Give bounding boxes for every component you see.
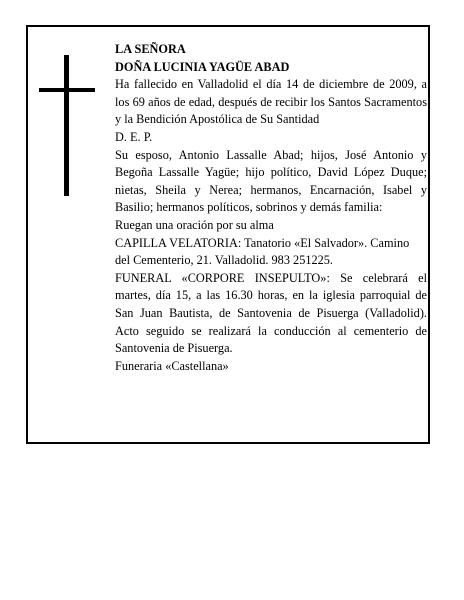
obituary-text-block [115,41,427,375]
notice-title: LA SEÑORA [115,42,186,56]
deceased-name: DOÑA LUCINIA YAGÜE ABAD [115,59,290,74]
funeral-info: FUNERAL «CORPORE INSEPULTO»: Se celebrará el martes, día 15, a las 16.30 horas, en la iglesia parroquial de San Juan Bautista, de Santovenia de Pisuerga (Valladolid). Acto seguido se realizará la conducción al cementerio de Santovenia de Pisuerga. [115,270,427,356]
chapel-info: CAPILLA VELATORIA: Tanatorio «El Salvador». Camino del Cementerio, 21. Valladolid. 983 251225. [115,235,410,268]
funeral-home: Funeraria «Castellana» [115,358,229,373]
prayer-request: Ruegan una oración por su alma [115,217,274,232]
family-list: Su esposo, Antonio Lassalle Abad; hijos, José Antonio y Begoña Lassalle Yagüe; hijo político, David López Duque; nietas, Sheila y Nerea; hermanos, Encarnación, Isabel y Basilio; hermanos políticos, sobrinos y demás familia: [115,147,427,215]
death-announcement: Ha fallecido en Valladolid el día 14 de diciembre de 2009, a los 69 años de edad, después de recibir los Santos Sacramentos y la Bendición Apostólica de Su Santidad [115,77,427,127]
rip-line: D. E. P. [115,129,153,144]
